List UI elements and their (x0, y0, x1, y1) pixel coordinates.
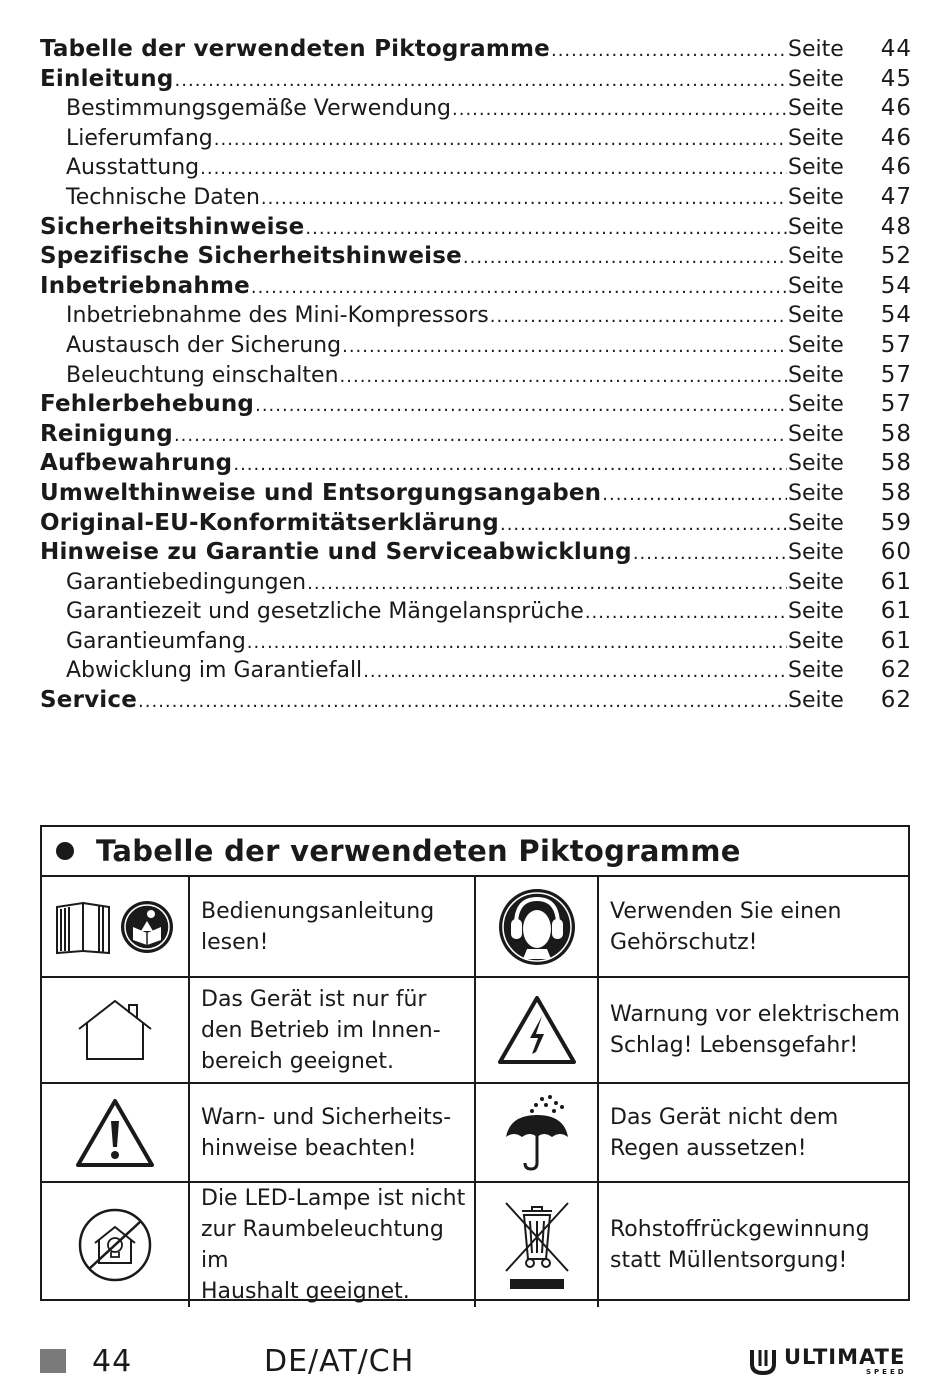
toc-entry[interactable] (40, 361, 912, 391)
toc-seite-label: Seite (788, 37, 844, 62)
table-of-contents (40, 35, 912, 716)
pictogram-cell (476, 978, 599, 1084)
toc-entry-title: Garantiezeit und gesetzliche Mängelansprüche (66, 599, 584, 625)
pictogram-description: Rohstoffrückgewinnung statt Müllentsorgung! (610, 1217, 870, 1273)
toc-entry[interactable] (40, 331, 912, 361)
toc-page-number: 46 (880, 95, 912, 122)
pictogram-cell (42, 978, 190, 1084)
toc-page-number: 58 (880, 450, 912, 477)
general-warning-icon (74, 1097, 156, 1169)
read-manual-icon (53, 897, 177, 957)
toc-leader-dots (307, 569, 787, 599)
umbrella-rain-icon (502, 1093, 572, 1173)
toc-entry-title: Umwelthinweise und Entsorgungsangaben (40, 479, 602, 506)
toc-entry[interactable] (40, 390, 912, 420)
brand-mark-icon (748, 1346, 778, 1376)
toc-entry-title: Sicherheitshinweise (40, 213, 305, 240)
toc-seite-label: Seite (788, 96, 844, 122)
toc-leader-dots (255, 391, 787, 421)
toc-entry[interactable] (40, 153, 912, 183)
toc-page-number: 58 (880, 420, 912, 447)
page-number: 44 (92, 1344, 133, 1379)
pictogram-table-title: Tabelle der verwendeten Piktogramme (96, 834, 741, 868)
pictogram-cell (42, 877, 190, 978)
toc-seite-label: Seite (788, 244, 844, 270)
toc-entry[interactable] (40, 597, 912, 627)
toc-entry-title: Austausch der Sicherung (66, 332, 342, 358)
toc-page-number: 62 (880, 657, 912, 684)
pictogram-cell (42, 1183, 190, 1307)
toc-entry[interactable] (40, 301, 912, 331)
toc-entry[interactable] (40, 420, 912, 450)
toc-page-number: 48 (880, 213, 912, 240)
toc-leader-dots (463, 243, 787, 273)
toc-leader-dots (363, 657, 787, 687)
pictogram-description: Die LED-Lampe ist nicht zur Raumbeleuchtung im Haushalt geeignet. (190, 1183, 476, 1307)
toc-entry[interactable] (40, 213, 912, 243)
toc-entry-title: Lieferumfang (66, 125, 213, 151)
toc-page-number: 47 (880, 183, 912, 210)
toc-entry-title: Reinigung (40, 420, 173, 447)
toc-seite-label: Seite (788, 510, 844, 536)
toc-seite-label: Seite (788, 451, 844, 477)
indoor-house-icon (75, 997, 155, 1063)
toc-entry[interactable] (40, 35, 912, 65)
toc-page-number: 60 (880, 539, 912, 566)
toc-leader-dots (261, 184, 787, 214)
toc-page-number: 54 (880, 302, 912, 329)
toc-entry-title: Beleuchtung einschalten (66, 362, 339, 388)
pictogram-description: Verwenden Sie einen Gehörschutz! (599, 877, 908, 978)
toc-entry[interactable] (40, 65, 912, 95)
toc-entry[interactable] (40, 183, 912, 213)
toc-entry[interactable] (40, 568, 912, 598)
toc-leader-dots (305, 214, 787, 244)
hearing-protection-icon (497, 887, 577, 967)
toc-entry-title: Hinweise zu Garantie und Serviceabwicklung (40, 539, 632, 566)
toc-page-number: 61 (880, 627, 912, 654)
toc-entry-title: Ausstattung (66, 155, 200, 181)
pictogram-cell (42, 1084, 190, 1183)
toc-leader-dots (214, 125, 787, 155)
toc-leader-dots (342, 332, 787, 362)
toc-seite-label: Seite (788, 688, 844, 714)
toc-leader-dots (551, 36, 787, 66)
toc-page-number: 58 (880, 479, 912, 506)
toc-page-number: 59 (880, 509, 912, 536)
toc-seite-label: Seite (788, 125, 844, 151)
toc-page-number: 57 (880, 361, 912, 388)
toc-page-number: 46 (880, 124, 912, 151)
toc-leader-dots (490, 302, 787, 332)
toc-entry-title: Garantiebedingungen (66, 569, 307, 595)
toc-page-number: 61 (880, 598, 912, 625)
toc-entry[interactable] (40, 656, 912, 686)
toc-leader-dots (175, 66, 787, 96)
toc-page-number: 57 (880, 391, 912, 418)
pictogram-cell (476, 1183, 599, 1307)
toc-leader-dots (602, 480, 787, 510)
toc-leader-dots (500, 510, 787, 540)
pictogram-description: Warn- und Sicherheits- hinweise beachten! (190, 1084, 476, 1183)
toc-entry-title: Einleitung (40, 65, 174, 92)
toc-page-number: 62 (880, 687, 912, 714)
toc-seite-label: Seite (788, 66, 844, 92)
toc-entry-title: Technische Daten (66, 184, 260, 210)
toc-seite-label: Seite (788, 273, 844, 299)
toc-entry-title: Tabelle der verwendeten Piktogramme (40, 36, 550, 62)
toc-page-number: 57 (880, 331, 912, 358)
toc-page-number: 52 (880, 243, 912, 270)
pictogram-table-header (42, 827, 908, 877)
toc-leader-dots (247, 628, 787, 658)
toc-entry-title: Original-EU-Konformitätserklärung (40, 509, 499, 536)
crossed-bin-icon (502, 1199, 572, 1291)
toc-entry-title: Service (40, 687, 138, 714)
toc-leader-dots (633, 539, 787, 569)
toc-seite-label: Seite (788, 540, 844, 566)
toc-entry[interactable] (40, 272, 912, 302)
language-codes: DE/AT/CH (264, 1344, 415, 1379)
no-household-lighting-icon (77, 1207, 153, 1283)
toc-leader-dots (200, 154, 787, 184)
toc-seite-label: Seite (788, 214, 844, 240)
toc-entry[interactable] (40, 686, 912, 716)
pictogram-description: Das Gerät nicht dem Regen aussetzen! (599, 1084, 908, 1183)
pictogram-description: Bedienungsanleitung lesen! (190, 877, 476, 978)
toc-seite-label: Seite (788, 392, 844, 418)
brand-name: ULTIMATE (784, 1345, 906, 1369)
electric-shock-warning-icon (496, 994, 578, 1066)
toc-entry[interactable] (40, 94, 912, 124)
pictogram-cell (476, 877, 599, 978)
toc-seite-label: Seite (788, 421, 844, 447)
pictogram-grid (42, 877, 908, 1304)
toc-leader-dots (585, 598, 787, 628)
toc-entry-title: Garantieumfang (66, 628, 246, 654)
toc-seite-label: Seite (788, 658, 844, 684)
toc-entry[interactable] (40, 242, 912, 272)
pictogram-table (40, 825, 910, 1304)
footer-marker (40, 1349, 66, 1373)
toc-entry[interactable] (40, 627, 912, 657)
toc-seite-label: Seite (788, 332, 844, 358)
toc-seite-label: Seite (788, 628, 844, 654)
toc-entry-title: Spezifische Sicherheitshinweise (40, 243, 462, 270)
toc-leader-dots (251, 273, 787, 303)
toc-leader-dots (340, 362, 787, 392)
toc-seite-label: Seite (788, 599, 844, 625)
pictogram-cell (476, 1084, 599, 1183)
toc-leader-dots (174, 421, 787, 451)
toc-entry-title: Inbetriebnahme des Mini-Kompressors (66, 303, 489, 329)
toc-seite-label: Seite (788, 303, 844, 329)
toc-leader-dots (233, 450, 787, 480)
pictogram-description: Das Gerät ist nur für den Betrieb im Innen- bereich geeignet. (190, 978, 476, 1084)
toc-page-number: 45 (880, 65, 912, 92)
pictogram-description: Warnung vor elektrischem Schlag! Lebensgefahr! (599, 978, 908, 1084)
toc-entry-title: Fehlerbehebung (40, 391, 255, 418)
toc-page-number: 44 (880, 36, 912, 62)
toc-seite-label: Seite (788, 569, 844, 595)
toc-seite-label: Seite (788, 480, 844, 506)
toc-seite-label: Seite (788, 362, 844, 388)
toc-seite-label: Seite (788, 155, 844, 181)
brand-subtitle: SPEED (866, 1368, 907, 1376)
toc-page-number: 46 (880, 154, 912, 181)
toc-entry-title: Aufbewahrung (40, 450, 233, 477)
toc-entry-title: Inbetriebnahme (40, 272, 250, 299)
toc-leader-dots (138, 687, 787, 717)
toc-entry[interactable] (40, 479, 912, 509)
toc-entry-title: Abwicklung im Garantiefall (66, 658, 363, 684)
toc-entry[interactable] (40, 538, 912, 568)
toc-entry[interactable] (40, 449, 912, 479)
toc-page-number: 61 (880, 568, 912, 595)
brand-logo (748, 1346, 905, 1376)
toc-page-number: 54 (880, 272, 912, 299)
bullet-icon (56, 842, 74, 860)
toc-seite-label: Seite (788, 184, 844, 210)
toc-entry[interactable] (40, 124, 912, 154)
toc-entry[interactable] (40, 509, 912, 539)
toc-leader-dots (452, 95, 787, 125)
toc-entry-title: Bestimmungsgemäße Verwendung (66, 96, 452, 122)
